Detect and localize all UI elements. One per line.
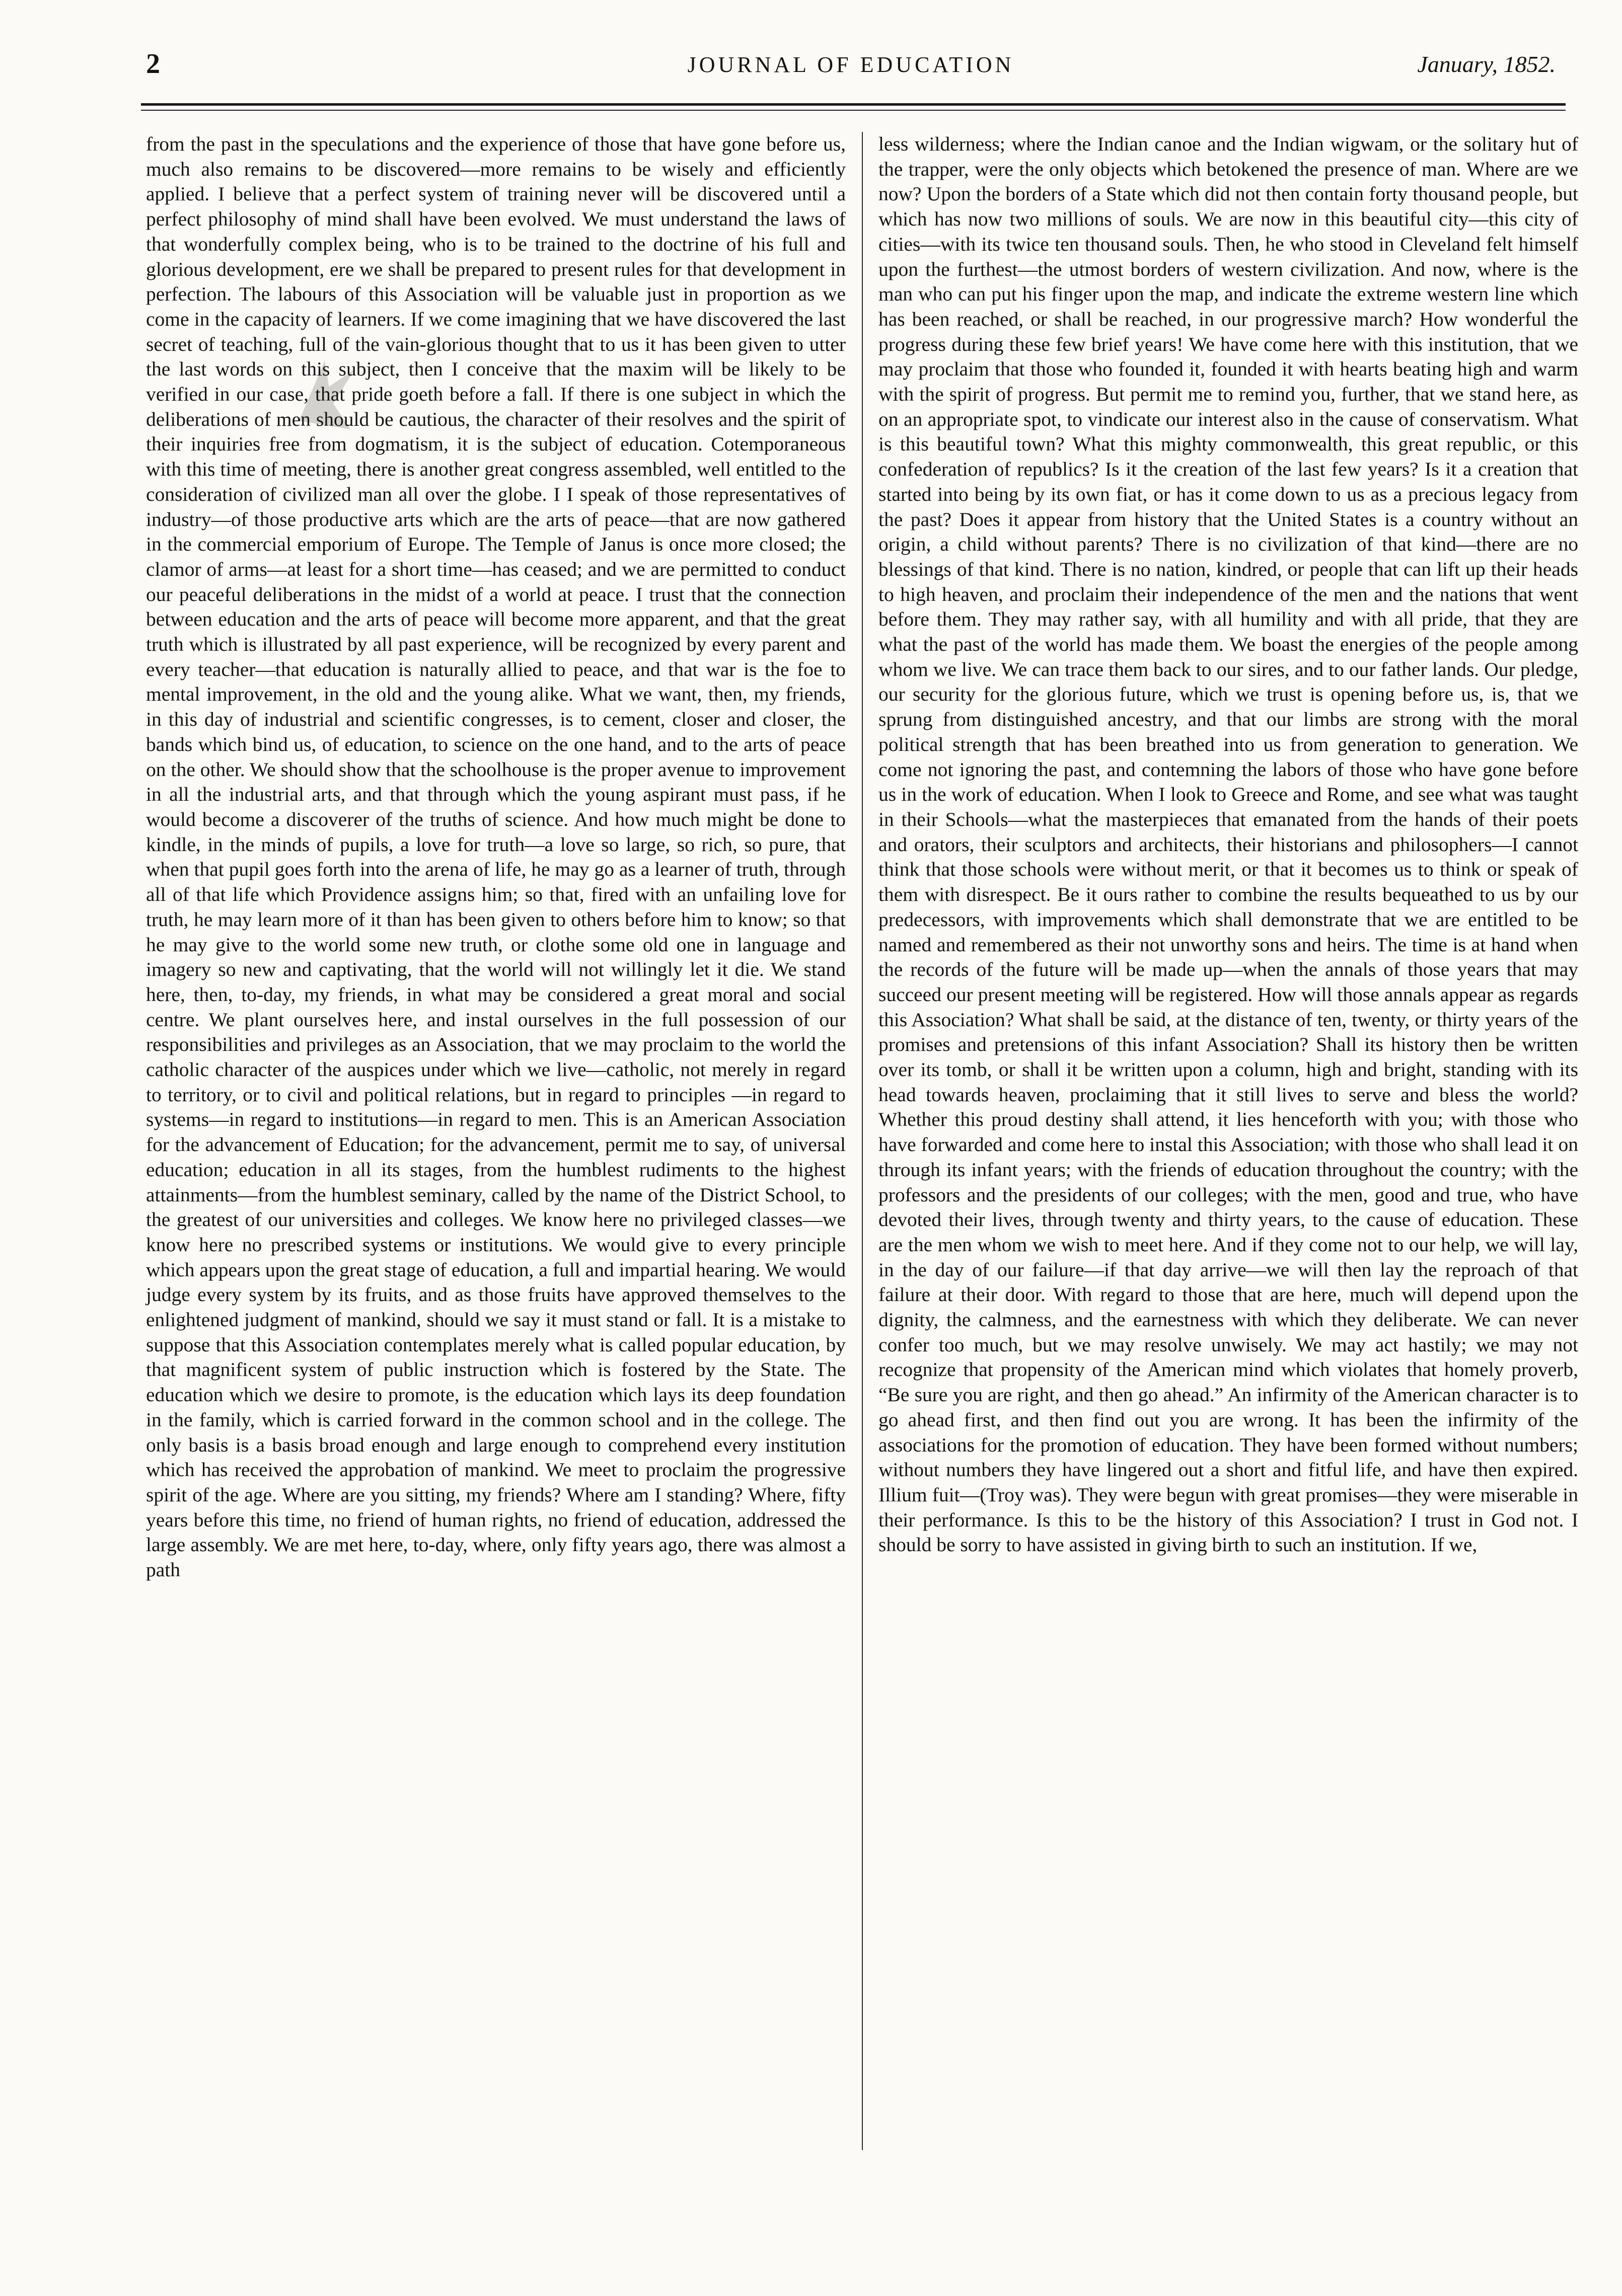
left-column xyxy=(146,132,846,1583)
left-column-text: from the past in the speculations and the experience of those that have gone before us, much also remains to be discovered—more remains to be wisely and efficiently applied. I believe that a perfect system of training never will be discovered until a perfect philosophy of mind shall have been evolved. We must understand the laws of that wonderfully complex being, who is to be trained to the doctrine of his full and glorious development, ere we shall be prepared to present rules for that development in perfection. The labours of this Association will be valuable just in proportion as we come in the capacity of learners. If we come imagining that we have discovered the last secret of teaching, full of the vain-glorious thought that to us it has been given to utter the last words on this subject, then I conceive that the maxim will be likely to be verified in our case, that pride goeth before a fall. If there is one subject in which the deliberations of men should be cautious, the character of their resolves and the spirit of their inquiries free from dogmatism, it is the subject of education. Cotemporaneous with this time of meeting, there is another great congress assembled, well entitled to the consideration of civilized man all over the globe. I I speak of those representatives of industry—of those productive arts which are the arts of peace—that are now gathered in the commercial emporium of Europe. The Temple of Janus is once more closed; the clamor of arms—at least for a short time—has ceased; and we are permitted to conduct our peaceful deliberations in the midst of a world at peace. I trust that the connection between education and the arts of peace will become more apparent, and that the great truth which is illustrated by all past experience, will be recognized by every parent and every teacher—that education is naturally allied to peace, and that war is the foe to mental improvement, in the old and the young alike. What we want, then, my friends, in this day of industrial and scientific congresses, is to cement, closer and closer, the bands which bind us, of education, to science on the one hand, and to the arts of peace on the other. We should show that the schoolhouse is the proper avenue to improvement in all the industrial arts, and that through which the young aspirant must pass, if he would become a discoverer of the truths of science. And how much might be done to kindle, in the minds of pupils, a love for truth—a love so large, so rich, so pure, that when that pupil goes forth into the arena of life, he may go as a learner of truth, through all of that life which Providence assigns him; so that, fired with an unfailing love for truth, he may learn more of it than has been given to others before him to know; so that he may give to the world some new truth, or clothe some old one in language and imagery so new and captivating, that the world will not willingly let it die. We stand here, then, to-day, my friends, in what may be considered a great moral and social centre. We plant ourselves here, and instal ourselves in the full possession of our responsibilities and privileges as an Association, that we may proclaim to the world the catholic character of the auspices under which we live—catholic, not merely in regard to territory, or to civil and political relations, but in regard to principles —in regard to systems—in regard to institutions—in regard to men. This is an American Association for the advancement of Education; for the advancement, permit me to say, of universal education; education in all its stages, from the humblest rudiments to the highest attainments—from the humblest seminary, called by the name of the District School, to the greatest of our universities and colleges. We know here no privileged classes—we know here no prescribed systems or institutions. We would give to every principle which appears upon the great stage of education, a full and impartial hearing. We would judge every system by its fruits, and as those fruits have approved themselves to the enlightened judgment of mankind, should we say it must stand or fall. It is a mistake to suppose that this Association contemplates merely what is called popular education, by that magnificent system of public instruction which is fostered by the State. The education which we desire to promote, is the education which lays its deep foundation in the family, which is carried forward in the common school and in the college. The only basis is a basis broad enough and large enough to comprehend every institution which has received the approbation of mankind. We meet to proclaim the progressive spirit of the age. Where are you sitting, my friends? Where am I standing? Where, fifty years before this time, no friend of human rights, no friend of education, addressed the large assembly. We are met here, to-day, where, only fifty years ago, there was almost a path xyxy=(146,133,846,1581)
page-header xyxy=(146,48,1556,88)
header-rule-thick xyxy=(141,103,1566,106)
right-column xyxy=(878,132,1578,1558)
issue-date: January, 1852. xyxy=(1417,51,1556,77)
journal-title: JOURNAL OF EDUCATION xyxy=(687,52,1014,77)
page-number: 2 xyxy=(146,48,160,80)
header-rule-thin xyxy=(141,110,1566,111)
column-divider xyxy=(862,132,863,2150)
right-column-text: less wilderness; where the Indian canoe and the Indian wigwam, or the solitary hut of the trapper, were the only objects which betokened the presence of man. Where are we now? Upon the borders of a State which did not then contain forty thousand people, but which has now two millions of souls. We are now in this beautiful city—this city of cities—with its twice ten thousand souls. Then, he who stood in Cleveland felt himself upon the furthest—the utmost borders of western civilization. And now, where is the man who can put his finger upon the map, and indicate the extreme western line which has been reached, or shall be reached, in our progressive march? How wonderful the progress during these few brief years! We have come here with this institution, that we may proclaim that those who founded it, founded it with hearts beating high and warm with the spirit of progress. But permit me to remind you, further, that we stand here, as on an appropriate spot, to vindicate our interest also in the cause of conservatism. What is this beautiful town? What this mighty commonwealth, this great republic, or this confederation of republics? Is it the creation of the last few years? Is it a creation that started into being by its own fiat, or has it come down to us as a precious legacy from the past? Does it appear from history that the United States is a country without an origin, a child without parents? There is no civilization of that kind—there are no blessings of that kind. There is no nation, kindred, or people that can lift up their heads to high heaven, and proclaim their independence of the men and the nations that went before them. They may rather say, with all humility and with all pride, that they are what the past of the world has made them. We boast the energies of the people among whom we live. We can trace them back to our sires, and to our father lands. Our pledge, our security for the glorious future, which we trust is opening before us, is, that we sprung from distinguished ancestry, and that our limbs are strong with the moral political strength that has been breathed into us from generation to generation. We come not ignoring the past, and contemning the labors of those who have gone before us in the work of education. When I look to Greece and Rome, and see what was taught in their Schools—what the masterpieces that emanated from the hands of their poets and orators, their sculptors and architects, their historians and philosophers—I cannot think that those schools were without merit, or that it becomes us to think or speak of them with disrespect. Be it ours rather to combine the results bequeathed to us by our predecessors, with improvements which shall demonstrate that we are entitled to be named and remembered as their not unworthy sons and heirs. The time is at hand when the records of the future will be made up—when the annals of those years that may succeed our present meeting will be registered. How will those annals appear as regards this Association? What shall be said, at the distance of ten, twenty, or thirty years of the promises and pretensions of this infant Association? Shall its history then be written over its tomb, or shall it be written upon a column, high and bright, standing with its head towards heaven, proclaiming that it still lives to serve and bless the world? Whether this proud destiny shall attend, it lies henceforth with you; with those who have forwarded and come here to instal this Association; with those who shall lead it on through its infant years; with the friends of education throughout the country; with the professors and the presidents of our colleges; with the men, good and true, who have devoted their lives, through twenty and thirty years, to the cause of education. These are the men whom we wish to meet here. And if they come not to our help, we will lay, in the day of our failure—if that day arrive—we will then lay the reproach of that failure at their door. With regard to those that are here, much will depend upon the dignity, the calmness, and the earnestness with which they deliberate. We can never confer too much, but we may resolve unwisely. We may act hastily; we may not recognize that propensity of the American mind which violates that homely proverb, “Be sure you are right, and then go ahead.” An infirmity of the American character is to go ahead first, and then find out you are wrong. It has been the infirmity of the associations for the promotion of education. They have been formed without numbers; without numbers they have lingered out a short and fitful life, and have then expired. Illium fuit—(Troy was). They were begun with great promises—they were miserable in their performance. Is this to be the history of this Association? I trust in God not. I should be sorry to have assisted in giving birth to such an institution. If we, xyxy=(878,133,1578,1556)
